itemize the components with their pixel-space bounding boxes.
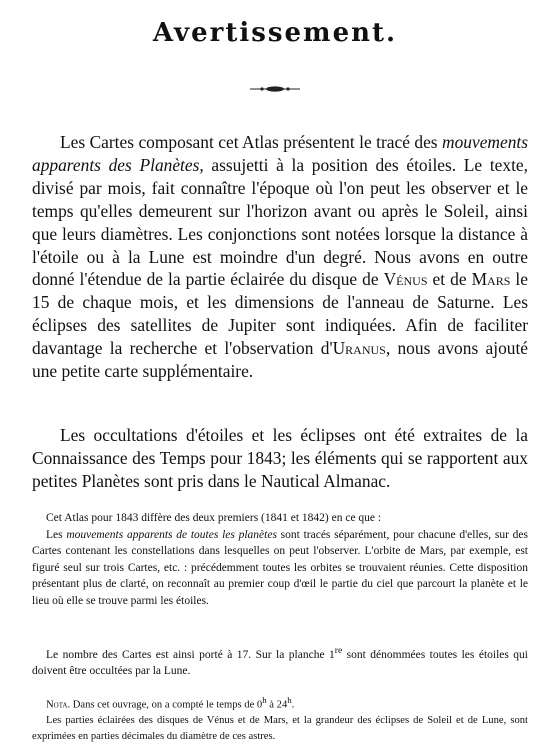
- paragraph-2: Les occultations d'étoiles et les éclipses ont été extraites de la Connaissance des Temps pour 1843; les éléments qui se rapportent aux petites Planètes sont pris dans le Nautical Almanac.: [32, 425, 528, 491]
- footnotes: [32, 693, 528, 744]
- ornament-divider: [250, 84, 300, 94]
- nota-line: Nota. Dans cet ouvrage, on a compté le temps de 0$^h$ à 24$^h$.: [46, 695, 295, 711]
- note-chart-count: Le nombre des Cartes est ainsi porté à 17. Sur la planche 1re sont dénommées toutes les étoiles qui doivent être occultées par la Lune.: [32, 645, 528, 678]
- note-body: Les mouvements apparents de toutes les planètes sont tracés séparément, pour chacune d'elles, sur des Cartes contenant les constellations dans lesquelles on peut l'observer. L'orbite de Mars, par exemple, est figuré seul sur trois Cartes, etc. : précédemment toutes les orbites se trouvaient réunies. Cette disposition présentant plus de clarté, on reconnaît au premier coup d'œil le partie du ciel que parcourt la planète et le lieu où elle se trouve parmi les étoiles.: [32, 528, 528, 607]
- note-differences: [32, 510, 528, 610]
- note-lead: Cet Atlas pour 1843 diffère des deux premiers (1841 et 1842) en ce que :: [46, 512, 382, 524]
- page-title: Avertissement.: [152, 18, 398, 48]
- decimal-note: Les parties éclairées des disques de Vénus et de Mars, et la grandeur des éclipses de Soleil et de Lune, sont exprimées en parties décimales du diamètre de ces astres.: [32, 715, 528, 742]
- paragraph-1: Les Cartes composant cet Atlas présentent le tracé des mouvements apparents des Planètes, assujetti à la position des étoiles. Le texte, divisé par mois, fait connaître l'époque où l'on peut les observer et le temps qu'elles demeurent sur l'horizon avant ou après le Soleil, ainsi que leurs diamètres. Les conjonctions sont notées lorsque la distance à l'étoile ou à la Lune est moindre d'un degré. Nous avons en outre donné l'étendue de la partie éclairée du disque de Vénus et de Mars le 15 de chaque mois, et les dimensions de l'anneau de Saturne. Les éclipses des satellites de Jupiter sont indiquées. Afin de faciliter davantage la recherche et l'observation d'Uranus, nous avons ajouté une petite carte supplémentaire.: [32, 132, 529, 382]
